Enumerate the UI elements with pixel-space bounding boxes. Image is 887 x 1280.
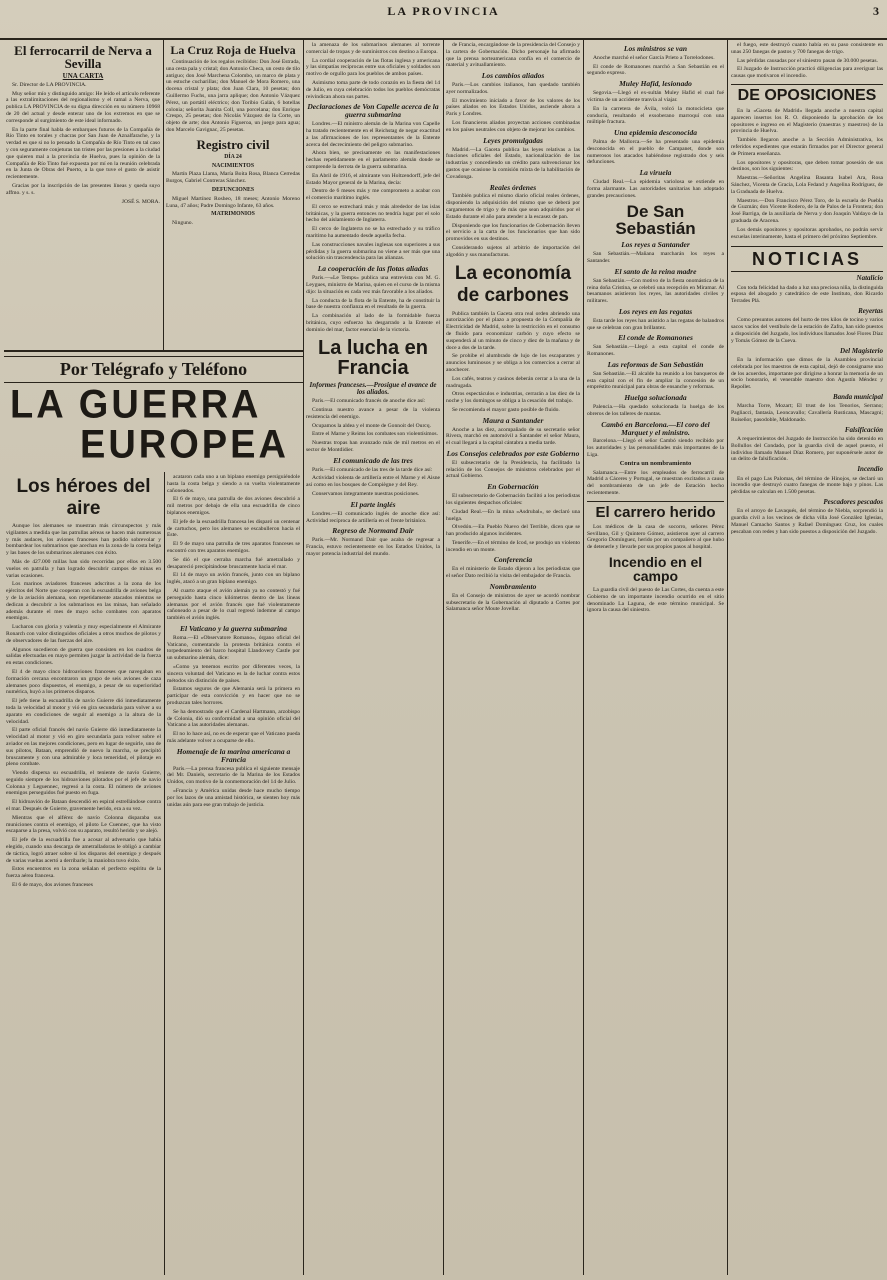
paragraph: Ciudad Real.—En la mina «Asdrubal», se declaró una huelga.	[446, 508, 580, 522]
paragraph: Como presuntos autores del hurto de tres kilos de tocino y varios sacos vacíos del vestíbulo de la estación de Zafra, han sido puestos a disposición del Juzgado, los individuos llamados José Flores Díaz y Tomás Gómez de la Cueva.	[731, 317, 883, 344]
paragraph: En Abril de 1916, el almirante von Holtzendorff, jefe del Estado Mayor general de la Marina, decía:	[306, 172, 440, 186]
paragraph: La guardia civil del puesto de Las Cortes, da cuenta a este Gobierno de un importante incendio ocurrido en el sitio denominado La Laguna, de este término municipal. Se ignora la causa del siniestro.	[587, 586, 724, 614]
article-col5	[587, 42, 724, 1274]
headline-reformas: Las reformas de San Sebastián	[607, 359, 704, 369]
paragraph: Olvedón.—En Pueblo Nuevo del Terrible, dicen que se han producido algunos incidentes.	[446, 524, 580, 538]
headline-romanones: El conde de Romanones	[618, 333, 693, 343]
headline-parte-ingles: El parte inglés	[350, 499, 396, 509]
paragraph: Esta tarde los reyes han asistido a las regatas de balandros que se celebran con gran brillantez.	[587, 317, 724, 331]
headline-ferrocarril: El ferrocarril de Nerva a Sevilla	[14, 43, 152, 71]
paragraph: También publica el mismo diario oficial reales órdenes, disponiendo la adquisición del mismo que se deberá por cargamentos de trigo y de más que sean adquiridos por el Estado durante el año para atender a la escasez de pan.	[446, 193, 580, 220]
paragraph: El cerco de Inglaterra no se ha estrechado y su tráfico marítimo ha aumentado desde aquella fecha.	[306, 226, 440, 240]
headline-flotas: La cooperación de las flotas aliadas	[317, 264, 429, 274]
war-banner	[4, 352, 303, 470]
headline-santo-reina: El santo de la reina madre	[614, 266, 697, 276]
paragraph: Palma de Mallorca.—Se ha presentado una epidemia desconocida en el pueblo de Campanet, donde son numerosos los atacados habiéndose registrado dos y seis defunciones.	[587, 139, 724, 166]
paragraph: El no lo hace así, no es de esperar que el Vaticano pueda más adelante volver a ocuparse de ello.	[167, 731, 300, 744]
paragraph: El jefe de la escuadrilla fue a acosar al adversario que había elegido, cuando una descarga de ametralladoras le obligó a cambiar de táctica, logró atraer sobre sí los disparos del enemigo y después de varias vueltas acertó a derribarle; la maniobra tuvo éxito.	[6, 837, 161, 864]
paragraph: Madrid.—La Gaceta publica las leyes relativas a las funciones oficiales del Estado, nacionalización de las industrias y concediendo un crédito para subvencionar los gastos que ocasione la comisión mixta de la habilitación de Covadonga.	[446, 146, 580, 180]
headline-cambios: Los cambios aliados	[481, 71, 545, 81]
paragraph: El jefe tiene la escuadrilla de navío Guierre dió inmediatamente toda la velocidad al motor y vió en gira secundaria para volver a su aparato en condiciones de seguir al enemigo a la altura de la velocidad.	[6, 698, 161, 725]
paragraph: Muy señor mío y distinguido amigo: He leído el artículo referente a las extralimitaciones del regionalismo y el ramal a Nerva, que publica LA PROVINCIA de su digna dirección en su número 10968 de 20 del actual y desde enterar uno de los extremos en que se corresponde al surgimiento de este ideal informado.	[6, 90, 160, 124]
paragraph: El 9 de mayo una patrulla de tres aparatos franceses se encontró con tres aparatos enemigos.	[167, 541, 300, 554]
headline-oposiciones: DE OPOSICIONES	[731, 84, 883, 104]
headline-pescadores: Pescadores pescados	[823, 497, 883, 506]
paragraph: Segovia.—Llegó el ex-sultán Muley Hafid el cual fué víctima de un accidente tranvía al viajar.	[587, 90, 724, 103]
paragraph: La cordial cooperación de las flotas inglesa y americana y las simpatías recíprocas entre sus oficiales y soldados son motivo de orgullo para los pueblos de ambos países.	[306, 57, 440, 78]
headline-cruz-roja: La Cruz Roja de Huelva	[170, 43, 296, 57]
paragraph: Asimismo toma parte de todo corazón en la fiesta del 14 de Julio, en cuya celebración todos los pueblos demócratas reivindican ahora sus partes.	[306, 79, 440, 100]
paragraph: Disponiendo que los funcionarios de Gobernación lleven el servicio a la carta de los funcionarios que han sido promovidos en sus destinos.	[446, 222, 580, 243]
paragraph: Londres.—El comunicado inglés de anoche dice así: Actividad recíproca de artillería en el frente británico.	[306, 510, 440, 524]
paragraph: Marcha Torre, Mozart; El trust de los Tenorios, Serrano; Pagliacci, fantasía, Leoncavallo; Cavallería Rusticana, Mascagni; Ruiseñor, pasodoble, Maldonado.	[731, 403, 883, 423]
paragraph: Algunos sucedieron de guerra que consisten en los cuadros de salidas efectuadas en mayo permiten juzgar la actividad de la fuerza en estas condiciones.	[6, 646, 161, 667]
banner-europea: EUROPEA	[80, 422, 289, 468]
paragraph: A requerimientos del Juzgado de Instrucción ha sido detenido en Bollullos del Condado, por la guardia civil de aquel puesto, el individuo llamado Manuel Díaz Romero, por suponérsele autor de un delito de falsificación.	[731, 436, 883, 463]
paragraph: El subsecretario de Gobernación facilitó a los periodistas los siguientes despachos oficiales:	[446, 493, 580, 506]
headline-incendio: Incendio	[857, 465, 883, 474]
paragraph: Miguel Martínez Rosheo, 18 meses; Antonio Moreno Luna, 47 años; Padre Domingo Infante, 63 años.	[166, 195, 300, 209]
paragraph: París.—Mr. Normand Dair que acaba de regresar a Francia, estuvo recientemente en los Estados Unidos, la mayor potencia industrial del mundo.	[306, 537, 440, 557]
paragraph: Salamanca.—Entre los empleados de ferrocarril de Madrid a Cáceres y Portugal, se muestran excitados a causa del nombramiento de un jefe de Estación hecho recientemente.	[587, 469, 724, 496]
paragraph: En el arroyo de Lavaqués, del término de Niebla, sorprendió la guardia civil a los vecinos de dicha villa José González Iglesias, Manuel Camacho Santos y Rafael Domínguez Cruz, los cuales pescaban con redes y han sido puestos a disposición del Juzgado.	[731, 508, 883, 535]
paragraph: El 6 de mayo, dos aviones franceses	[12, 882, 93, 889]
paragraph: Gracias por la inscripción de las presentes líneas y queda suyo affmo. y s. s.	[6, 182, 160, 196]
label-nacimientos: NACIMIENTOS	[211, 162, 255, 169]
headline-carrero-herido: El carrero herido	[587, 501, 724, 520]
paragraph: Continua nuestro avance a pesar de la violenta resistencia del enemigo.	[306, 407, 440, 420]
paragraph: Dentro de 6 meses más y me comprometo a acabar con el comercio marítimo inglés.	[306, 188, 440, 202]
headline-consejos: Los Consejos celebrados por este Gobierno	[446, 448, 580, 458]
headline-maura: Maura a Santander	[482, 415, 544, 425]
paragraph: Los opositores y opositoras, que deben tomar posesión de sus destinos, son los siguientes:	[731, 159, 883, 173]
paragraph: Londres.—El ministro alemán de la Marina von Capelle ha tratado recientemente en el Reichstag de negar exactitud a las afirmaciones de los representantes de la Entente acerca del decrecimiento del peligro submarino.	[306, 121, 440, 148]
paragraph: San Sebastián.—El alcalde ha reunido a los banqueros de esta capital con el fin de ampliar la concesión de un empréstito municipal para obras de ensanche y reformas.	[587, 370, 724, 391]
paragraph: Los financieros aliados proyectan acciones combinadas en los países neutrales con objeto de mejorar los cambios.	[446, 120, 580, 133]
paragraph: El Juzgado de Instrucción practicó diligencias para averiguar las causas que motivaron el incendio.	[731, 66, 883, 80]
paragraph: Aunque los alemanes se muestran más circunspectos y más vigilantes a medida que las patrullas aéreas se hacen más numerosas y más audaces, los aviones franceses han podido sobrevolar y bombardear los submarinos que acechan en la zona de la costa belga y las bases de los submarinos alemanes con éxito.	[6, 523, 161, 557]
headline-reyes-santander: Los reyes a Santander	[621, 240, 690, 250]
paragraph: acataron cada uno a un biplano enemigo persiguiéndole hasta la costa belga y siendo a su vuelta violentamente cañoneados.	[167, 474, 300, 494]
headline-heroes-aire: Los héroes del aire	[16, 476, 151, 519]
paragraph: En el Consejo de ministros de ayer se acordó nombrar subsecretario de la Gobernación al diputado a Cortes por Salamanca señor Moute Jovellar.	[446, 592, 580, 613]
headline-vaticano: El Vaticano y la guerra submarina	[180, 623, 287, 633]
headline-contra-nombramiento: Contra un nombramiento	[619, 459, 692, 467]
headline-conferencia: Conferencia	[493, 555, 533, 565]
paragraph: Palencia.—Ha quedado solucionada la huelga de los obreros de los talleres de mantas.	[587, 404, 724, 417]
article-ferrocarril	[6, 42, 160, 348]
paragraph: de Francia, encargándose de la presidencia del Consejo y la cartera de Gobernación. Dicho personaje ha afirmado que la prensa norteamericana confía en el comercio de material y avituallamiento.	[446, 42, 580, 69]
article-heroes-aire	[6, 474, 161, 1274]
headline-reales-ordenes: Reales órdenes	[489, 182, 537, 192]
paragraph: El 4 de mayo cinco hidroaviones franceses que navegaban en formación cercana encontraron un grupo de seis aviones de caza alemanes poco dispuestos, el enemigo, a pesar de su superioridad numérica, huyó a los primeros disparos.	[6, 668, 161, 696]
paragraph: Viendo dispersa su escuadrilla, el teniente de navío Guierre, seguido siempre de los hidroaviones pilotados por el jefe de navío Colonna y Leguennec, regresó a la costa. El número de aviones enemigos perseguidos fué puesto en fuga.	[6, 770, 161, 797]
paragraph: Considerando sujetos al arbitrio de importación del algodón y sus manufacturas.	[446, 244, 580, 258]
headline-incendio-campo: Incendio en el campo	[608, 553, 703, 584]
paragraph: Tenerife.—En el término de Icod, se produjo un violento incendio en un monte.	[446, 539, 580, 553]
paragraph: Publica también la Gaceta otra real orden abriendo una autorización por el plazo a propuesta de la Compañía de Electricidad de Madrid, sobre la restricción en el consumo de fluido para economizar carbón y cuyo efecto se suspenderá al un minuto de cinco y diez de la mañana y de doce a dos de la tarde.	[446, 310, 580, 351]
salutation: Sr. Director de LA PROVINCIA.	[12, 81, 87, 88]
paragraph: Nuestras tropas han avanzado más de mil metros en el sector de Montdidier.	[306, 440, 440, 453]
headline-noticias: NOTICIAS	[731, 246, 883, 272]
headline-regatas: Los reyes en las regatas	[618, 306, 693, 316]
paragraph: Estos encuentros en la zona señalan el perfecto espíritu de la fuerza aérea francesa.	[6, 866, 161, 880]
article-col3	[306, 42, 440, 1274]
subhead-informes: Informes franceses.—Prosigue el avance de los aliados.	[309, 380, 437, 396]
headline-hafid: Muley Hafid, lesionado	[619, 79, 692, 89]
paragraph: El movimiento iniciado a favor de los valores de los países aliados en los Estados Unidos, asciende ahora a París y Londres.	[446, 97, 580, 118]
newspaper-name: LA PROVINCIA	[387, 4, 500, 18]
headline-nombramiento: Nombramiento	[489, 581, 537, 591]
headline-san-sebastian: De San Sebastián	[615, 202, 696, 239]
paragraph: París.—Los cambios italianos, han quedado también ayer normalizados.	[446, 82, 580, 95]
paragraph: Actividad violenta de artillería entre el Marne y el Aisne así como en los bosques de Compiègne y del Rey.	[306, 475, 440, 489]
headline-comunicado: El comunicado de las tres	[333, 455, 413, 465]
paragraph: El 6 de mayo, una patrulla de dos aviones descubrió a mil metros por debajo de ella una escuadrilla de cinco biplanos enemigos.	[167, 496, 300, 516]
headline-homenaje: Homenaje de la marina americana a Francia	[176, 746, 291, 764]
paragraph: Los demás opositores y opositoras aprobados, no podrán servir escuelas interinamente, hasta el primero del próximo Septiembre.	[731, 226, 883, 240]
headline-huelga: Huelga solucionada	[624, 393, 687, 403]
paragraph: El cerco se estrechará más y más alrededor de las islas británicas, y la guerra entonces no tendría lugar por el solo hecho del aislamiento de Inglaterra.	[306, 203, 440, 224]
banner-telegrafo: Por Telégrafo y Teléfono	[4, 356, 303, 383]
headline-gobernacion: En Gobernación	[487, 482, 539, 492]
paragraph: Lucharon con gloria y valentía y muy especialmente el Almirante Ronarch con valor distinguidos oficiales a otros muchos de pilotos y de observadores de las fuerzas del aire.	[6, 624, 161, 644]
paragraph: Otros espectáculos e industrias, cerrarán a las diez de la noche y los domingos se obliga a la cesación del trabajo.	[446, 391, 580, 405]
paragraph: En la «Gaceta de Madrid» llegada anoche a nuestra capital aparecen insertos los R. O. disponiendo la aprobación de los opositores e ingreso en el Magisterio (maestras y maestros) de la provincia de Huelva.	[731, 107, 883, 135]
registro-day: DÍA 24	[224, 153, 242, 160]
paragraph: Ocupamos la aldea y el monte de Gonnoit del Ourcq.	[312, 422, 431, 429]
headline-viruela: La viruela	[639, 168, 672, 178]
paragraph: Maestros.—Don Francisco Pérez Toro, de la escuela de Puebla de Guzmán; don Vicente Rodero, de la de Palos de la Frontera; don José Barriga, de la auxiliaría de Nerva y don Joaquín Valdayo de la graduada de Aracena.	[731, 197, 883, 224]
article-col6	[731, 42, 883, 1274]
paragraph: Se prohibe el alumbrado de lujo de los escaparates y anuncios luminosos y se obliga a los comercios a cerrar al anochecer.	[446, 353, 580, 373]
paragraph: París.—El comunicado de las tres de la tarde dice así:	[312, 466, 433, 473]
paragraph: Anoche marchó el señor García Prieto a Torrelodones.	[593, 54, 715, 61]
paragraph: El hidroavión de Bataan descendió en espiral estrellándose contra el mar. Después de Guierre, gravemente herido, era a su vez.	[6, 799, 161, 813]
headline-magisterio: Del Magisterio	[840, 346, 883, 355]
paragraph: Con toda felicidad ha dado a luz una preciosa niña, la distinguida esposa del abogado y catedrático de este Instituto, don Ricardo Terrades Plá.	[731, 284, 883, 305]
headline-reyertas: Reyertas	[858, 307, 883, 316]
paragraph: la amenaza de los submarinos alemanes al torrente comercial de tropas y de suministros con destino a Europa.	[306, 42, 440, 55]
paragraph: «Como ya tenemos escrito por diferentes veces, la sincera voluntad del Vaticano es la de luchar contra estos métodos sin distinción de países.	[167, 664, 300, 684]
paragraph: Roma.—El «Observatore Romano», órgano oficial del Vaticano, comentando la protesta británica contra el torpedeamiento del barco hospital Llandovery Castle por un submarino alemán, dice:	[167, 634, 300, 662]
paragraph: Ciudad Real.—La epidemia variolosa se extiende en forma alarmante. Las autoridades sanitarias han adoptado grandes precauciones.	[587, 179, 724, 199]
paragraph: Mientras que el alférez de navío Colonna disparaba sus municiones contra el enemigo, el piloto Le Cuennec, que ha visto escaparse a la presa, volvió con su aparato, resultó herido y se alejó.	[6, 814, 161, 835]
paragraph: París.—El comunicado francés de anoche dice así:	[312, 398, 426, 405]
paragraph: El jefe de la escuadrilla francesa les disparó un centenar de cartuchos, pero los alemanes se escabulleron hacia el Este.	[167, 518, 300, 539]
subhead-carta: UNA CARTA	[62, 72, 104, 80]
paragraph: También llegaron anoche a la Sección Administrativa, los referidos expedientes que estarán firmados por el Director general de Primera enseñanza.	[731, 137, 883, 157]
signature: JOSÉ S. MORA.	[121, 198, 160, 205]
headline-cambo: Cambó en Barcelona.—El coro del Marquet y el ministro.	[601, 419, 710, 437]
headline-capelle: Declaraciones de Von Capelle acerca de la guerra submarina	[307, 102, 439, 120]
article-col4	[446, 42, 580, 1274]
paragraph: Los cafés, teatros y casinos deberán cerrar a la una de la madrugada.	[446, 375, 580, 389]
paragraph: Martín Plaza Llama, María Boita Rosa, Blanca Cerredas Burgos, Gabriel Contreras Sánchez.	[166, 171, 300, 185]
paragraph: Las construcciones navales inglesas son superiores a sus pérdidas y la guerra submarina no viene a ser más que una solución sin trascendencia para las alianzas.	[306, 241, 440, 262]
paragraph: San Sebastián.—Mañana marcharán los reyes a Santander.	[587, 251, 724, 265]
banner-la-guerra: LA GUERRA	[10, 382, 262, 428]
headline-banda: Banda municipal	[833, 392, 883, 401]
paragraph: Estamos seguros de que Alemania será la primera en participar de esta convicción y en hacer que no se produzcan tales horrores.	[167, 686, 300, 706]
page-number: 3	[873, 4, 879, 18]
paragraph: El parte oficial francés del navío Guierre dió inmediatamente la velocidad al motor y vió en giro secundaria para volver sobre el aviador en las mejores condiciones, pero en lugar de seguirle, uno de sus pilotos, Bataan, emprendió de nuevo la marcha, se precipitó bruscamente y con una admirable y loca temeridad, el pilotaje en pleno combate.	[6, 727, 161, 768]
paragraph: En la información que dimos de la Asamblea provincial celebrada por los maestros de esta capital, dejó de consignarse uno de los acuerdos, importante por dirigirse a honrar la memoria de un socio honorario, el venerable maestro don Agustín Méndez y Repollet.	[731, 356, 883, 391]
label-matrimonios: MATRIMONIOS	[211, 211, 255, 218]
paragraph: Maestras.—Señoritas Angelina Basanta Isabel Ara, Rosa Sánchez, Vicenta de Gracia, Lola Fedand y Angelina Rodríguez, de la Graduada de Huelva.	[731, 175, 883, 195]
paragraph: En la parte final habla de embarques futuros de la Compañía de Río Tinto en torales y chacras por San Juan de Aznalfarache, y la verdad es que si no lo pensado la Compañía de Río Tinto en tal caso y con seguramente conjeturas tan tristes por las presiones a la ciudad que quieren mal a la provincia de Huelva, pues la opinión de la Compañía de Río Tinto fué expuesta por mí en la reunión celebrada en la Junta de Obras del Puerto, a la que tuve el gusto de asistir recientemente.	[6, 126, 160, 181]
paragraph: El conde de Romanones marchó a San Sebastián en el segundo expreso.	[587, 63, 724, 77]
article-cruz-roja	[166, 42, 300, 348]
headline-leyes: Leyes promulgadas	[483, 135, 543, 145]
paragraph: El subsecretario de la Presidencia, ha facilitado la relación de los Consejos de ministros celebrados por el actual Gobierno.	[446, 459, 580, 480]
paragraph: En la carretera de Ávila, volcó la motocicleta que conducía, resultando el exsoberano marroquí con una múltiple fractura.	[587, 105, 724, 126]
paragraph: Ahora bien, se precisamente en las manifestaciones hechas repetidamente en el parlamento alemán donde se comprende la derrota de la guerra submarina.	[306, 150, 440, 170]
headline-ministros: Los ministros se van	[623, 44, 688, 53]
paragraph: Los marinos aviadores franceses adscritos a la zona de los ejércitos del Norte que cooperan con la escuadrilla de aviones belga y de la aviación alemana, son repetidamente atacados mientras se dedican a descubrir a los submarinos en las minas, han señalado además durante el mes de mayo ocho combates con aparatos enemigos.	[6, 581, 161, 622]
paragraph: Barcelona.—Llegó el señor Cambó siendo recibido por los autoridades y las personalidades más importantes de la Liga.	[587, 438, 724, 458]
paragraph: Anoche a las diez, acompañado de su secretario señor Rivera, marchó en automóvil a Santander el señor Maura, el cual llegará a la capital cántabra a media tarde.	[446, 426, 580, 447]
paragraph: En el pago Las Palomas, del término de Hinojos, se declaró un incendio que destruyó cuatro fanegas de monte bajo y pinos. Las pérdidas se calculan en 1.500 pesetas.	[731, 475, 883, 496]
paragraph: San Sebastián.—Llegó a esta capital el conde de Romanones.	[587, 344, 724, 358]
paragraph: Se recomienda el mayor gasto posible de fluido.	[452, 406, 560, 413]
paragraph: Más de 427.000 millas han sido recorridas por ellos en 3.500 vuelos en patrulla y han logrado descubrir campos de minas en varias ocasiones.	[6, 558, 161, 579]
masthead	[0, 0, 887, 40]
headline-lucha-francia: La lucha en Francia	[317, 336, 429, 379]
paragraph: Entre el Marne y Reims los combates son violentísimos.	[312, 431, 438, 438]
paragraph: San Sebastián.—Con motivo de la fiesta onomástica de la reina doña Cristina, se celebró una recepción en Miramar. Al besamanos asistieron los reyes, las autoridades civiles y militares.	[587, 277, 724, 305]
paragraph: Se ha demostrado que el Cardenal Hartmann, arzobispo de Colonia, dió su conformidad a una opinión oficial del Vaticano a las autoridades alemanas.	[167, 708, 300, 729]
headline-carbones: La economía de carbones	[454, 262, 572, 306]
paragraph: En el ministerio de Estado dijeron a los periodistas que el señor Dato recibió la visita del embajador de Francia.	[446, 566, 580, 580]
paragraph: Las pérdidas causadas por el siniestro pasan de 30.000 pesetas.	[737, 57, 878, 64]
label-defunciones: DEFUNCIONES	[211, 186, 255, 193]
paragraph: París.—«Le Temps» publica una entrevista con M. G. Leygues, ministro de Marina, quien en el curso de la misma dijo: la situación es cada vez más favorable a los aliados.	[306, 275, 440, 295]
headline-epidemia: Una epidemia desconocida	[614, 128, 697, 138]
paragraph: El 14 de mayo un avión francés, junto con un biplano inglés, atacó a un gran biplano enemigo.	[167, 572, 300, 586]
paragraph: París.—La prensa francesa publica el siguiente mensaje del Mr. Daniels, secretario de la Marina de los Estados Unidos, con motivo de la conmemoración del 14 de Julio.	[167, 765, 300, 786]
headline-falsificacion: Falsificación	[844, 425, 883, 434]
paragraph: La conducta de la flota de la Entente, ha de constituir la base de nuestra confianza en el resultado de la guerra.	[306, 297, 440, 311]
paragraph: «Francia y América unidas desde hace mucho tiempo por los lazos de una amistad histórica, se sienten hoy más unidas aún para ese gran trabajo de justicia.	[167, 787, 300, 808]
paragraph: el fuego, este destruyó cuanto había en su paso consistente en unas 250 fanegas de pastos y 700 fanegas de trigo.	[731, 42, 883, 55]
paragraph: Continuación de los regalos recibidos: Don José Estrada, una cesta pala y cristal; don Antonio Checa, un cesto de tilo antiguo; don José Marchena Colombo, un marco de plata y un estuche cucharillas; don Manuel de Mora Romero, una docena cristal y plata; don Juan Clara, 10 pesetas; don Guillermo Fuchs, una jarra aplique; don Antonio Vázquez Pérez, un portátil eléctrico; don Toribio Galán, 6 botellas colonia; señorita Juanita Coll, una porcelana; don Enrique Crespo, 25 pesetas; don Nicolás Vázquez de la Corte, un objeto de arte; don Antonio Figueroa, un juego para agua; don Marcelo Gavignac, 25 pesetas.	[166, 59, 300, 133]
paragraph: Conservamos íntegramente nuestras posiciones.	[312, 491, 420, 498]
paragraph: Ninguno.	[172, 220, 193, 227]
paragraph: Al cuarto ataque el avión alemán ya no contestó y fué perseguido hasta cinco kilómetros dentro de las líneas alemanas por el avión francés que fué violentamente cañoneado a pesar de lo cual regresó indemne al campo también el avión inglés.	[167, 587, 300, 622]
headline-normand: Regreso de Normand Dair	[332, 526, 414, 536]
paragraph: La combinación al lado de la formidable fuerza británica, cuyo esfuerzo ha desgarrado a la Entente el dominio del mar, factor esencial de la victoria.	[306, 313, 440, 333]
article-col2-lower	[167, 474, 300, 1274]
paragraph: Los médicos de la casa de socorro, señores Pérez Sevillano, Gil y Quintero Gómez, asistieron ayer al carrero Gregorio Domínguez, herido por un compañero al que hubo de detenerle y llevarle por sus propios pasos al hospital.	[587, 523, 724, 551]
paragraph: Se dió el que cerraba marcha fué ametrallado y desapareció precipitándose bruscamente hacia el mar.	[167, 556, 300, 570]
headline-natalicio: Natalicio	[856, 274, 883, 283]
headline-registro-civil: Registro civil	[196, 136, 270, 152]
